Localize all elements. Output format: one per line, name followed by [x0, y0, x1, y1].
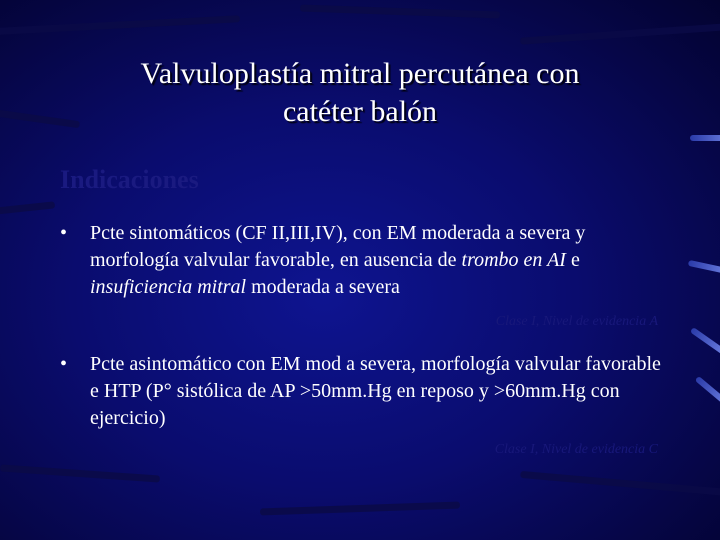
bullet-marker: • [60, 353, 68, 375]
bullet-text: Pcte asintomático con EM mod a severa, morfología valvular favorable e HTP (P° sistólica de AP >50mm.Hg en reposo y >60mm.Hg con ejercicio) [90, 353, 661, 429]
decor-streak-right [690, 327, 720, 355]
slide-title [60, 55, 660, 131]
decor-streak [0, 201, 55, 215]
decor-streak [0, 15, 240, 36]
bullet-text-italic: trombo en AI [461, 249, 566, 271]
title-line-1: Valvuloplastía mitral percutánea con [140, 57, 580, 90]
decor-streak [0, 464, 160, 482]
evidence-note: Clase I, Nivel de evidencia C [494, 442, 658, 457]
section-heading: Indicaciones [60, 165, 199, 194]
bullet-item [60, 220, 670, 301]
bullet-marker: • [60, 222, 68, 244]
decor-streak [260, 502, 460, 516]
decor-streak [300, 5, 500, 19]
decor-streak [520, 22, 720, 44]
decor-streak-right [690, 135, 720, 141]
decor-streak-right [695, 376, 720, 406]
decor-streak-right [688, 260, 720, 274]
title-line-2: catéter balón [282, 95, 438, 128]
bullet-text-segment: e [565, 249, 580, 271]
bullet-text-segment: moderada a severa [246, 276, 400, 298]
evidence-note: Clase I, Nivel de evidencia A [495, 314, 658, 329]
bullet-text-segment: Pcte sintomáticos (CF II,III,IV), con EM moderada a severa y morfología valvular favorable, en ausencia de [90, 222, 586, 271]
decor-streak [520, 471, 720, 496]
bullet-text-italic: insuficiencia mitral [90, 276, 247, 298]
bullet-text [90, 220, 670, 301]
bullet-item [60, 351, 670, 432]
